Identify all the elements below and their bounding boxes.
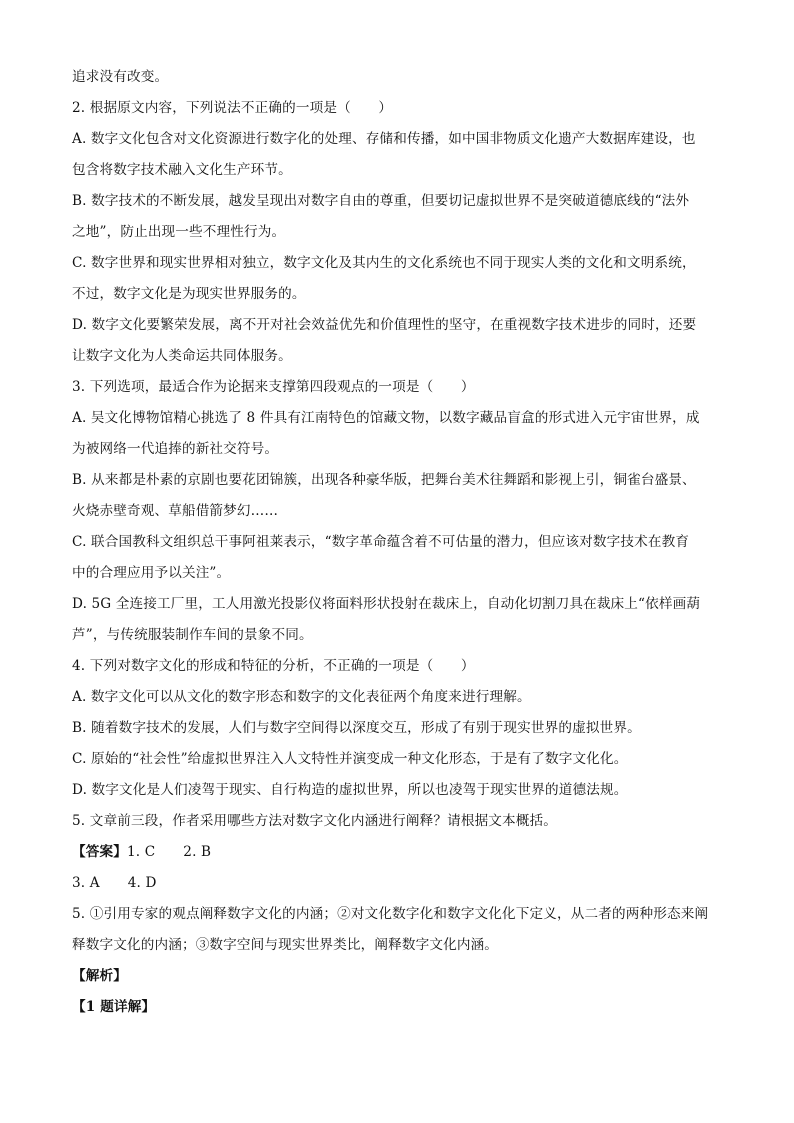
explanation-label: 【解析】 [72, 968, 127, 984]
option-3d-line-2: 芦”，与传统服装制作车间的景象不同。 [72, 627, 313, 643]
option-2d-line-2: 让数字文化为人类命运共同体服务。 [72, 348, 292, 364]
answer-2: 2. B [183, 844, 212, 860]
option-2b-line-1: B. 数字技术的不断发展，越发呈现出对数字自由的尊重，但要切记虚拟世界不是突破道德底线的“法外 [72, 193, 690, 209]
answer-4: 4. D [127, 875, 157, 891]
option-4a: A. 数字文化可以从文化的数字形态和数字的文化表征两个角度来进行理解。 [72, 689, 531, 705]
option-2b-line-2: 之地”，防止出现一些不理性行为。 [72, 224, 286, 240]
question-5: 5. 文章前三段，作者采用哪些方法对数字文化内涵进行阐释？请根据文本概括。 [72, 813, 558, 829]
option-3d-line-1: D. 5G 全连接工厂里，工人用激光投影仪将面料形状投射在裁床上，自动化切割刀具在裁床上“依样画葫 [72, 596, 701, 612]
option-2d-line-1: D. 数字文化要繁荣发展，离不开对社会效益优先和价值理性的坚守，在重视数字技术进步的同时，还要 [72, 317, 697, 333]
option-3c-line-2: 中的合理应用予以关注”。 [72, 565, 231, 581]
question-3: 3. 下列选项，最适合作为论据来支撑第四段观点的一项是（ ） [72, 379, 475, 395]
option-4d: D. 数字文化是人们凌驾于现实、自行构造的虚拟世界，所以也凌驾于现实世界的道德法规。 [72, 782, 628, 798]
question-4: 4. 下列对数字文化的形成和特征的分析，不正确的一项是（ ） [72, 658, 475, 674]
answer-line-2 [72, 868, 722, 899]
question-2: 2. 根据原文内容，下列说法不正确的一项是（ ） [72, 100, 393, 116]
document-page [72, 62, 722, 1023]
option-2a-line-1: A. 数字文化包含对文化资源进行数字化的处理、存储和传播，如中国非物质文化遗产大数据库建设，也 [72, 131, 696, 147]
option-3b-line-1: B. 从来都是朴素的京剧也要花团锦簇，出现各种豪华版，把舞台美术往舞蹈和影视上引，铜雀台盛景、 [72, 472, 696, 488]
option-4b: B. 随着数字技术的发展，人们与数字空间得以深度交互，形成了有别于现实世界的虚拟世界。 [72, 720, 641, 736]
option-2c-line-1: C. 数字世界和现实世界相对独立，数字文化及其内生的文化系统也不同于现实人类的文化和文明系统， [72, 255, 696, 271]
answer-5-line-1: 5. ①引用专家的观点阐释数字文化的内涵；②对文化数字化和数字文化化下定义，从二者的两种形态来阐 [72, 906, 709, 922]
detail-label: 【1 题详解】 [72, 999, 156, 1015]
option-4c: C. 原始的“社会性”给虚拟世界注入人文特性并演变成一种文化形态，于是有了数字文化化。 [72, 751, 628, 767]
answer-line-1 [72, 837, 722, 868]
option-3a-line-1: A. 吴文化博物馆精心挑选了 8 件具有江南特色的馆藏文物，以数字藏品盲盒的形式进入元宇宙世界，成 [72, 410, 700, 426]
option-3a-line-2: 为被网络一代追捧的新社交符号。 [72, 441, 279, 457]
option-3c-line-1: C. 联合国教科文组织总干事阿祖莱表示，“数字革命蕴含着不可估量的潜力，但应该对数字技术在教育 [72, 534, 690, 550]
option-2c-line-2: 不过，数字文化是为现实世界服务的。 [72, 286, 306, 302]
answer-label: 【答案】 [72, 844, 127, 860]
text-line: 追求没有改变。 [72, 69, 169, 85]
option-2a-line-2: 包含将数字技术融入文化生产环节。 [72, 162, 292, 178]
answer-5-line-2: 释数字文化的内涵；③数字空间与现实世界类比，阐释数字文化内涵。 [72, 937, 499, 953]
answer-3: 3. A [72, 875, 100, 891]
option-3b-line-2: 火烧赤壁奇观、草船借箭梦幻…… [72, 503, 279, 519]
answer-1: 1. C [126, 844, 156, 860]
